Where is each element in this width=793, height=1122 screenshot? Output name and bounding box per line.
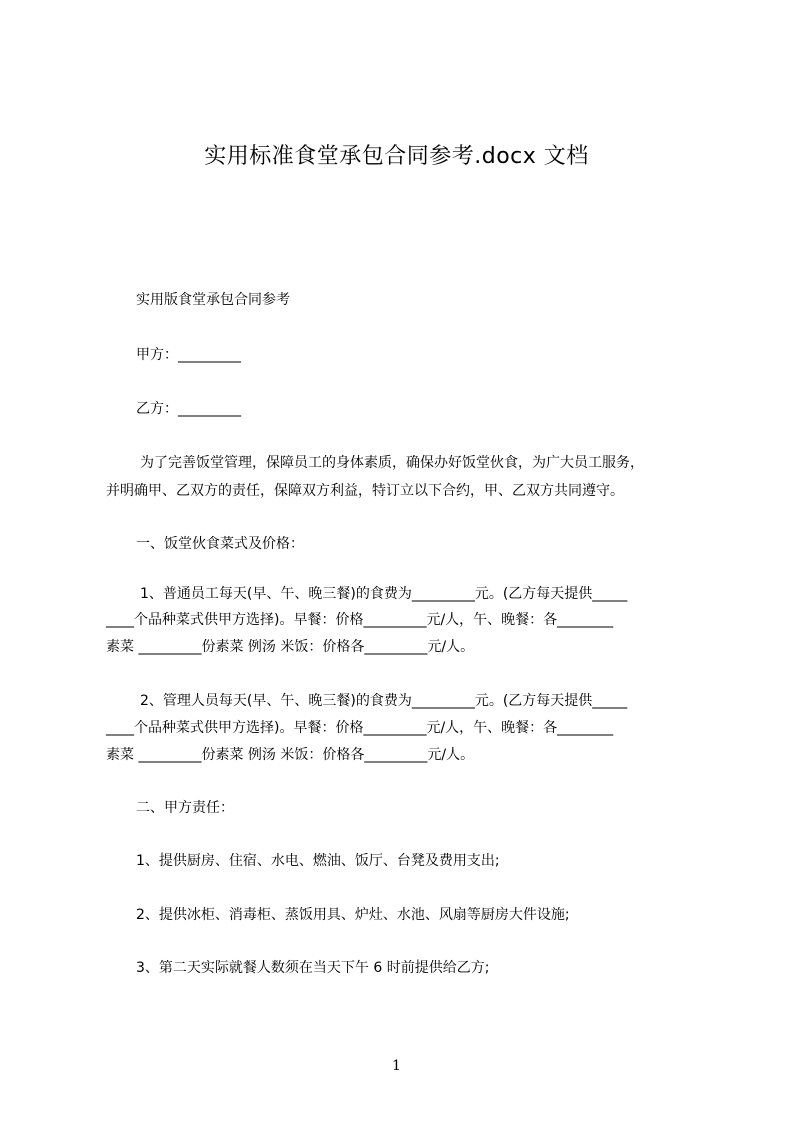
party-a-line: 甲方：_________ bbox=[136, 347, 241, 363]
intro-paragraph-line-1: 为了完善饭堂管理，保障员工的身体素质，确保办好饭堂伙食，为广大员工服务， bbox=[140, 455, 644, 471]
item-2-line-2: ____个品种菜式供甲方选择)。早餐：价格_________元/人，午、晚餐：各________ bbox=[106, 720, 614, 736]
document-title: 实用标准食堂承包合同参考.docx 文档 bbox=[204, 144, 589, 169]
section-1-heading: 一、饭堂伙食菜式及价格： bbox=[136, 536, 304, 552]
item-1-line-3: 素菜 _________份素菜 例汤 米饭：价格各_________元/人。 bbox=[106, 639, 475, 655]
duty-item-1: 1、提供厨房、住宿、水电、燃油、饭厅、台凳及费用支出; bbox=[136, 853, 500, 869]
intro-paragraph-line-2: 并明确甲、乙双方的责任，保障双方利益，特订立以下合约，甲、乙双方共同遵守。 bbox=[106, 483, 624, 499]
contract-subtitle: 实用版食堂承包合同参考 bbox=[136, 292, 290, 308]
page-number: 1 bbox=[392, 1058, 401, 1074]
item-2-line-1: 2、管理人员每天(早、午、晚三餐)的食费为_________元。(乙方每天提供_____ bbox=[140, 693, 628, 709]
section-2-heading: 二、甲方责任： bbox=[136, 800, 234, 816]
duty-item-3: 3、第二天实际就餐人数须在当天下午 6 时前提供给乙方; bbox=[136, 960, 490, 976]
item-2-line-3: 素菜 _________份素菜 例汤 米饭：价格各_________元/人。 bbox=[106, 747, 475, 763]
duty-item-2: 2、提供冰柜、消毒柜、蒸饭用具、炉灶、水池、风扇等厨房大件设施; bbox=[136, 907, 570, 923]
item-1-line-1: 1、普通员工每天(早、午、晚三餐)的食费为_________元。(乙方每天提供_____ bbox=[140, 586, 628, 602]
item-1-line-2: ____个品种菜式供甲方选择)。早餐：价格_________元/人，午、晚餐：各________ bbox=[106, 612, 614, 628]
party-b-line: 乙方：_________ bbox=[136, 401, 241, 417]
